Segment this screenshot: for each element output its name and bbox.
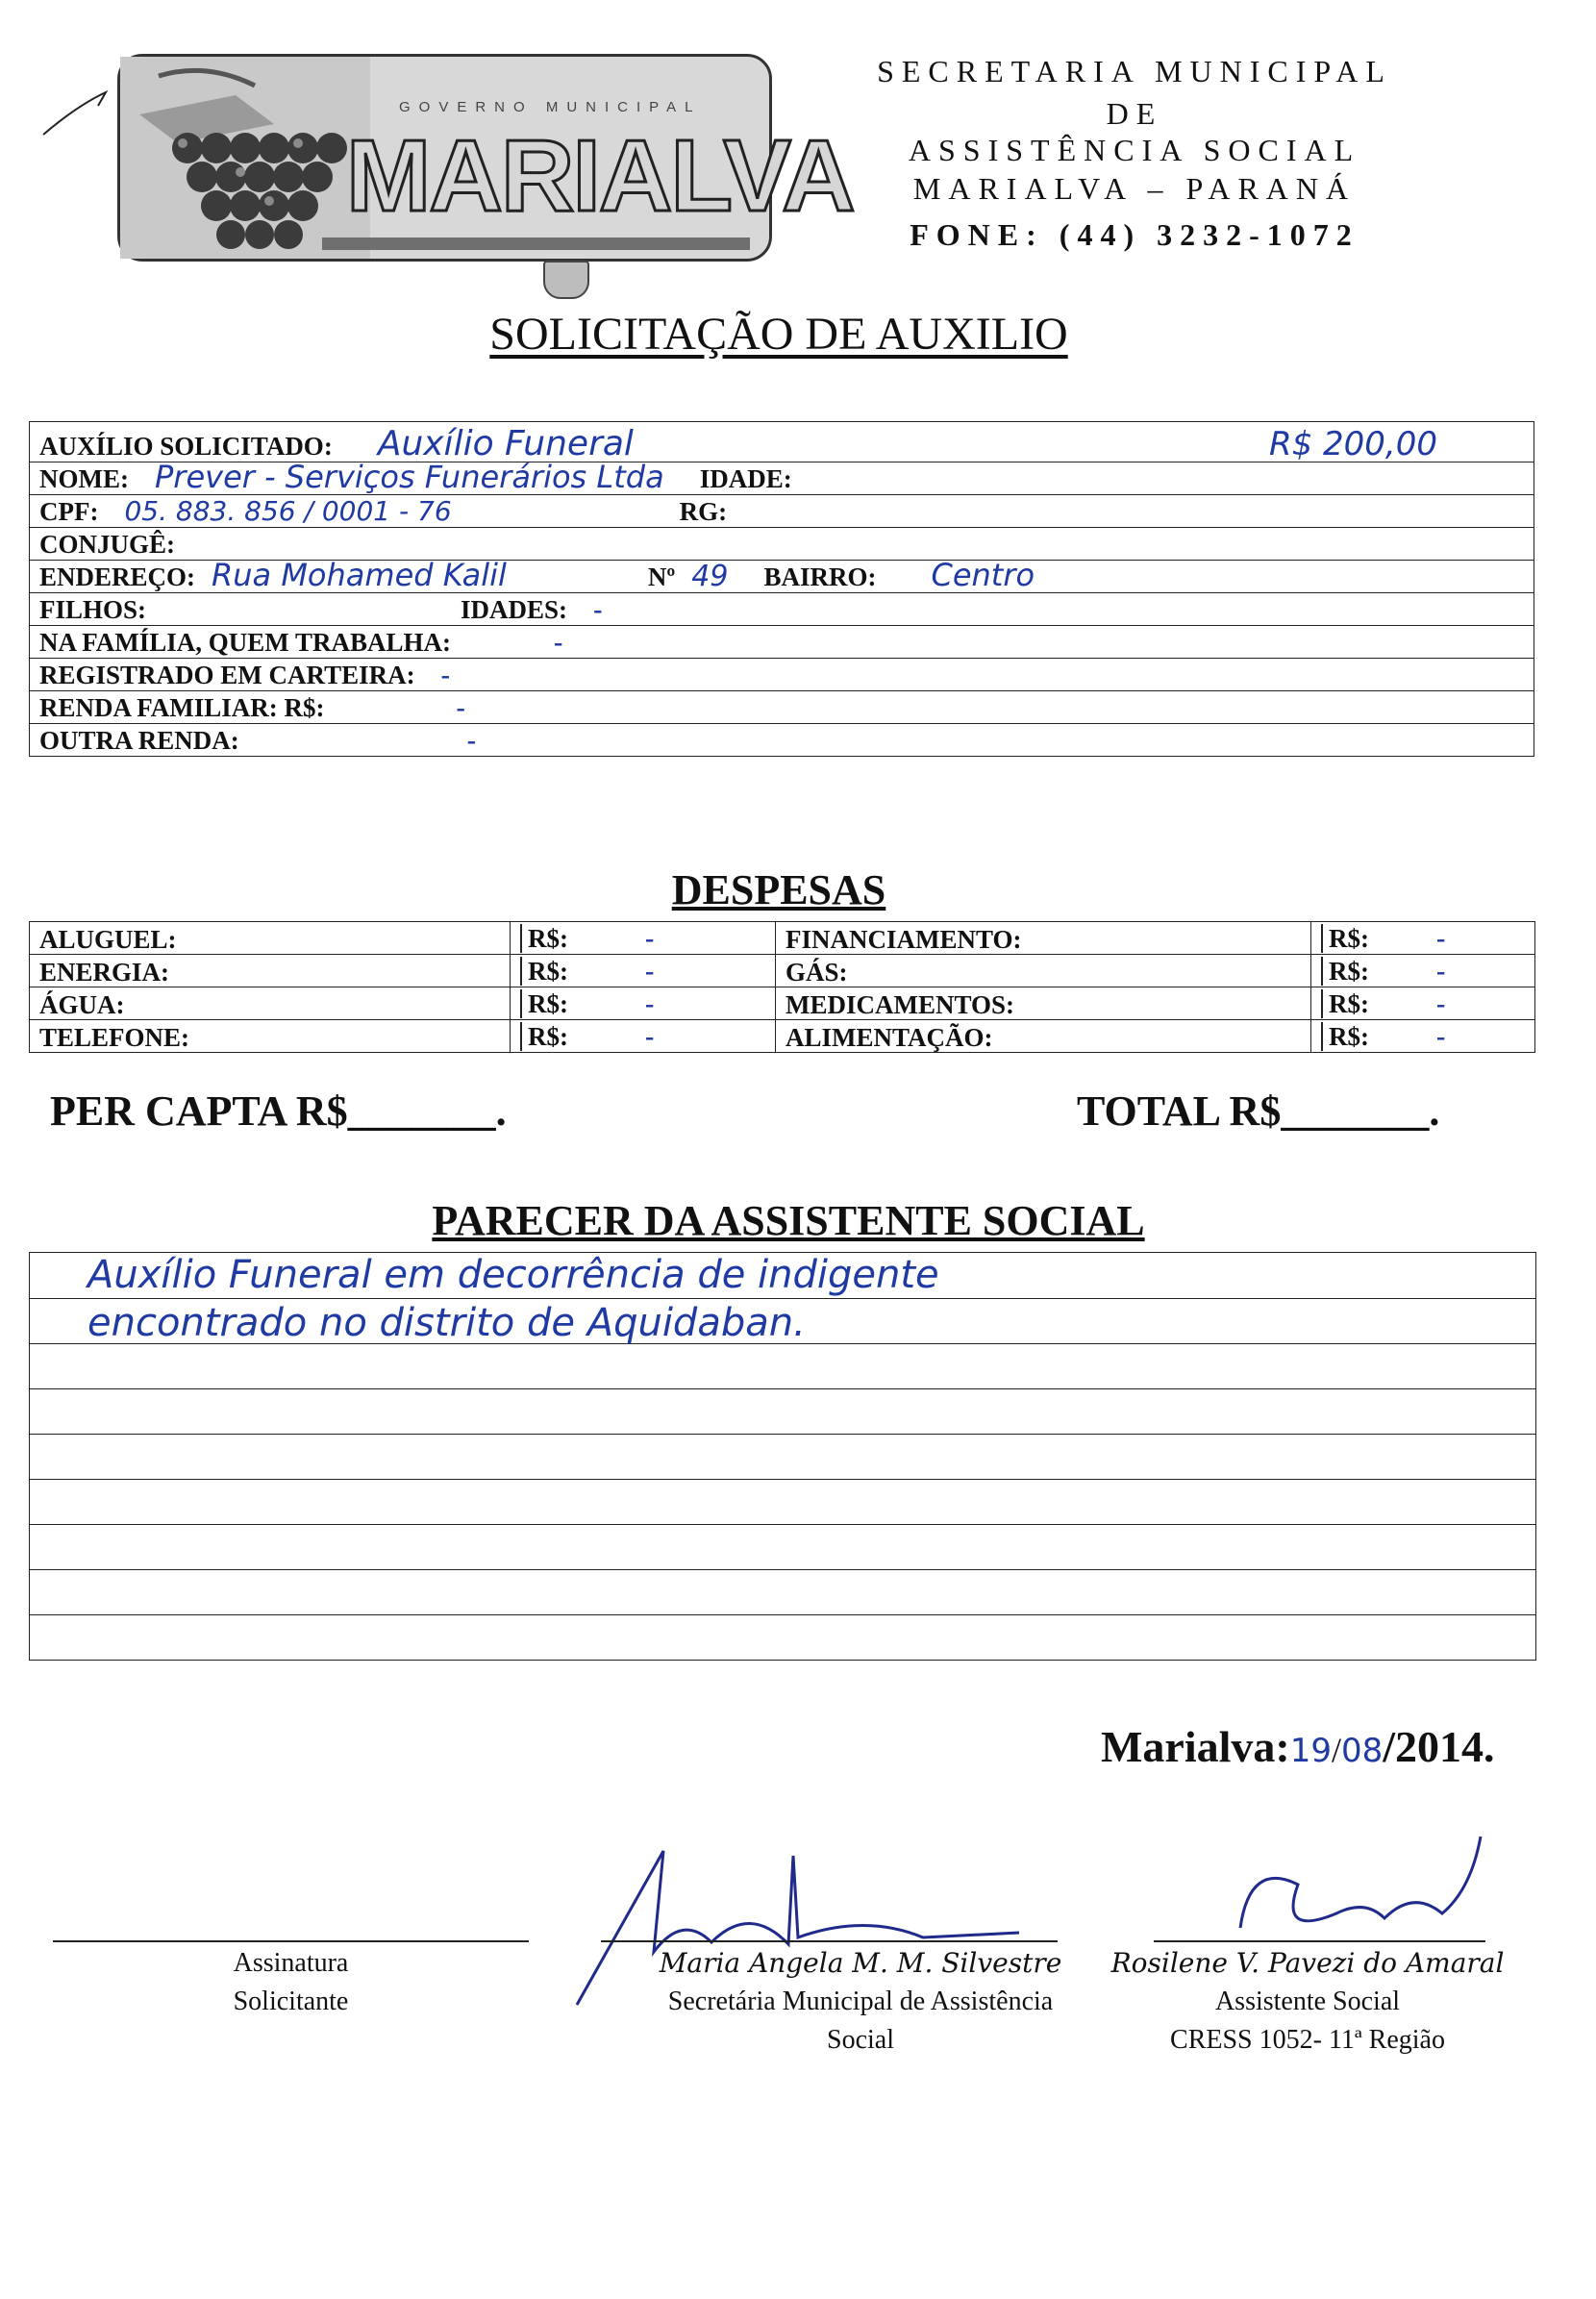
row-quem-trabalha	[30, 626, 1534, 659]
form-title: SOLICITAÇÃO DE AUXILIO	[489, 309, 1068, 360]
currency-label: R$:	[1321, 989, 1369, 1018]
idades-label: IDADES:	[461, 595, 568, 624]
parecer-rule	[30, 1569, 1535, 1570]
nome-label: NOME:	[39, 464, 129, 493]
parecer-rule	[30, 1479, 1535, 1480]
expense-row	[30, 1020, 1535, 1053]
auxilio-value[interactable]: Auxílio Funeral	[377, 424, 634, 463]
signature-role: Assistente Social	[1214, 1987, 1401, 2016]
auxilio-amount[interactable]: R$ 200,00	[1268, 425, 1437, 463]
parecer-line-2[interactable]: encontrado no distrito de Aquidaban.	[87, 1301, 806, 1345]
row-conjuge	[30, 528, 1534, 561]
signature-block-secretary	[591, 1944, 1130, 2060]
expense-value[interactable]: -	[1436, 989, 1446, 1019]
date-day[interactable]: 19	[1289, 1732, 1332, 1770]
expense-value[interactable]: -	[645, 1022, 655, 1052]
expense-row	[30, 922, 1535, 955]
signature-role: Secretária Municipal de Assistência	[667, 1987, 1054, 2016]
expense-value[interactable]: -	[645, 957, 655, 987]
signature-line	[601, 1940, 1058, 1942]
outra-renda-value[interactable]: -	[466, 726, 477, 756]
applicant-form	[29, 421, 1534, 757]
quem-trabalha-value[interactable]: -	[554, 628, 563, 658]
bairro-label: BAIRRO:	[763, 562, 877, 591]
cpf-label: CPF:	[39, 497, 99, 526]
signature-block-applicant	[53, 1944, 529, 2021]
row-registrado	[30, 659, 1534, 691]
parecer-box	[29, 1252, 1536, 1661]
expense-value[interactable]: -	[1436, 1022, 1446, 1052]
currency-label: R$:	[520, 957, 568, 986]
signature-role-2: Social	[827, 2025, 894, 2055]
date-separator: /	[1331, 1731, 1341, 1769]
header-line-4: MARIALVA – PARANÁ	[912, 171, 1357, 206]
expense-label: ÁGUA:	[30, 987, 511, 1020]
cpf-value[interactable]: 05. 883. 856 / 0001 - 76	[124, 495, 452, 527]
signature-role: Solicitante	[233, 1987, 349, 2016]
conjuge-label: CONJUGÊ:	[39, 530, 175, 559]
auxilio-label: AUXÍLIO SOLICITADO:	[39, 432, 333, 461]
endereco-label: ENDEREÇO:	[39, 562, 196, 591]
row-renda	[30, 691, 1534, 724]
currency-label: R$:	[520, 989, 568, 1018]
per-capta: PER CAPTA R$_______.	[50, 1087, 507, 1135]
currency-label: R$:	[1321, 957, 1369, 986]
expense-label: ENERGIA:	[30, 955, 511, 987]
bairro-value[interactable]: Centro	[931, 557, 1035, 593]
expense-row	[30, 955, 1535, 987]
parecer-rule	[30, 1388, 1535, 1389]
currency-label: R$:	[1321, 1022, 1369, 1051]
currency-label: R$:	[520, 924, 568, 953]
idades-value[interactable]: -	[593, 595, 603, 625]
parecer-title: PARECER DA ASSISTENTE SOCIAL	[432, 1197, 1145, 1244]
row-outra-renda	[30, 724, 1534, 757]
renda-label: RENDA FAMILIAR: R$:	[39, 693, 325, 722]
expense-label: ALIMENTAÇÃO:	[776, 1020, 1311, 1053]
signature-role-2: CRESS 1052- 11ª Região	[1170, 2025, 1445, 2055]
margin-pen-mark	[38, 77, 115, 144]
row-auxilio	[30, 422, 1534, 462]
total: TOTAL R$_______.	[1077, 1087, 1440, 1135]
expense-label: TELEFONE:	[30, 1020, 511, 1053]
expense-value[interactable]: -	[645, 989, 655, 1019]
nome-value[interactable]: Prever - Serviços Funerários Ltda	[154, 459, 664, 495]
logo-government-text: GOVERNO MUNICIPAL	[399, 99, 702, 115]
signature-name: Rosilene V. Pavezi do Amaral	[1110, 1947, 1505, 1979]
despesas-title: DESPESAS	[671, 866, 886, 913]
expense-label: FINANCIAMENTO:	[776, 922, 1311, 955]
expenses-table	[29, 921, 1535, 1053]
date-suffix: /2014.	[1383, 1722, 1495, 1771]
quem-trabalha-label: NA FAMÍLIA, QUEM TRABALHA:	[39, 628, 452, 657]
expense-value[interactable]: -	[645, 924, 655, 954]
row-filhos	[30, 593, 1534, 626]
parecer-line-1[interactable]: Auxílio Funeral em decorrência de indigente	[87, 1253, 939, 1297]
expense-value[interactable]: -	[1436, 957, 1446, 987]
header-line-3: ASSISTÊNCIA SOCIAL	[908, 133, 1361, 167]
expense-value[interactable]: -	[1436, 924, 1446, 954]
signature-line	[53, 1940, 529, 1942]
currency-label: R$:	[1321, 924, 1369, 953]
numero-label: Nº	[647, 562, 676, 591]
row-nome	[30, 462, 1534, 495]
parecer-rule	[30, 1524, 1535, 1525]
numero-value[interactable]: 49	[691, 560, 729, 593]
filhos-label: FILHOS:	[39, 595, 147, 624]
header-phone: FONE: (44) 3232-1072	[910, 217, 1359, 252]
rg-label: RG:	[679, 497, 728, 526]
grapes-icon	[120, 57, 370, 259]
row-cpf	[30, 495, 1534, 528]
expense-label: MEDICAMENTOS:	[776, 987, 1311, 1020]
renda-value[interactable]: -	[456, 693, 465, 723]
registrado-value[interactable]: -	[440, 661, 450, 690]
logo-city-name: MARIALVA	[346, 119, 854, 233]
registrado-label: REGISTRADO EM CARTEIRA:	[39, 661, 415, 689]
date-prefix: Marialva:	[1101, 1722, 1290, 1771]
currency-label: R$:	[520, 1022, 568, 1051]
endereco-value[interactable]: Rua Mohamed Kalil	[212, 557, 507, 593]
signature-block-social-worker	[1106, 1944, 1509, 2060]
crest-icon	[543, 261, 589, 299]
parecer-rule	[30, 1614, 1535, 1615]
idade-label: IDADE:	[699, 464, 792, 493]
header-line-2: DE	[1106, 96, 1163, 131]
logo-band	[322, 237, 750, 250]
expense-label: ALUGUEL:	[30, 922, 511, 955]
parecer-rule	[30, 1298, 1535, 1299]
date-month[interactable]: 08	[1341, 1732, 1384, 1770]
expense-row	[30, 987, 1535, 1020]
signature-social-worker-scribble	[1221, 1832, 1509, 1957]
date-line	[1101, 1721, 1495, 1772]
outra-renda-label: OUTRA RENDA:	[39, 726, 239, 755]
signature-line	[1154, 1940, 1485, 1942]
row-endereco	[30, 561, 1534, 593]
header-line-1: SECRETARIA MUNICIPAL	[877, 54, 1392, 88]
expense-label: GÁS:	[776, 955, 1311, 987]
signature-name: Assinatura	[233, 1948, 349, 1978]
marialva-logo	[117, 54, 854, 262]
parecer-rule	[30, 1434, 1535, 1435]
signature-name: Maria Angela M. M. Silvestre	[659, 1947, 1062, 1979]
